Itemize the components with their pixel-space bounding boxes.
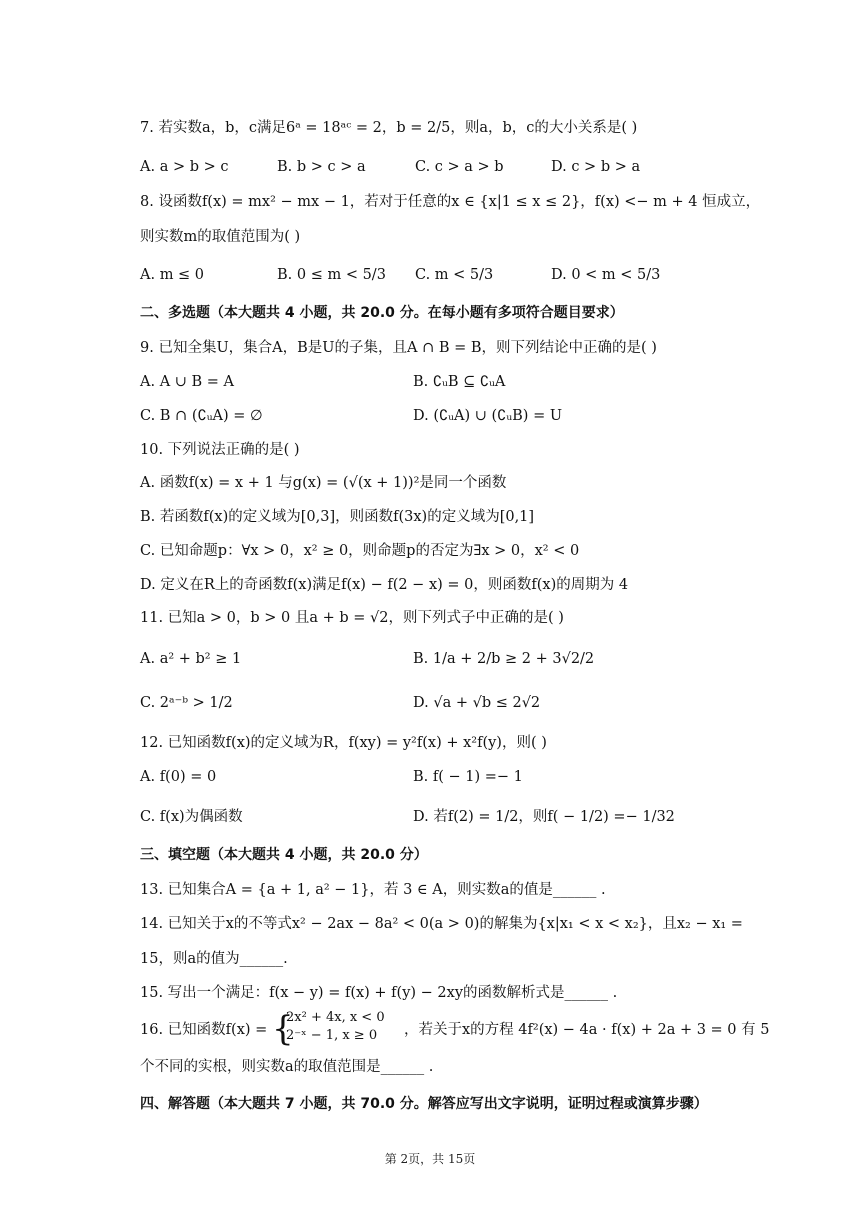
- question-10-stem: 10. 下列说法正确的是( ): [140, 442, 300, 458]
- piecewise-case-1: 2x² + 4x, x < 0: [286, 1010, 385, 1025]
- question-15: 15. 写出一个满足：f(x − y) = f(x) + f(y) − 2xy的函数解析式是______ .: [140, 985, 618, 1001]
- option-a: A. m ≤ 0: [140, 267, 205, 283]
- question-14-line2: 15，则a的值为______.: [140, 951, 288, 967]
- page-footer: 第 2页，共 15页: [384, 1152, 476, 1166]
- question-8-stem-line1: 8. 设函数f(x) = mx² − mx − 1，若对于任意的x ∈ {x|1 ≤ x ≤ 2}，f(x) <− m + 4 恒成立，: [140, 194, 761, 210]
- section-heading-multi-choice: 二、多选题（本大题共 4 小题，共 20.0 分。在每小题有多项符合题目要求）: [140, 305, 624, 321]
- option-c: C. B ∩ (∁ᵤA) = ∅: [140, 408, 263, 424]
- option-d: D. √a + √b ≤ 2√2: [413, 695, 541, 711]
- option-a: A. a > b > c: [140, 159, 229, 175]
- question-16-line1: [140, 1009, 770, 1049]
- option-b: B. 1/a + 2/b ≥ 2 + 3√2/2: [413, 651, 595, 667]
- option-d: D. c > b > a: [551, 159, 641, 175]
- option-b: B. b > c > a: [277, 159, 366, 175]
- question-12-stem: 12. 已知函数f(x)的定义域为R，f(xy) = y²f(x) + x²f(y)，则( ): [140, 735, 547, 751]
- option-c: C. m < 5/3: [415, 267, 494, 283]
- question-16-prefix: 16. 已知函数f(x) =: [140, 1022, 268, 1038]
- option-b: B. f( − 1) =− 1: [413, 769, 523, 785]
- option-b: B. ∁ᵤB ⊆ ∁ᵤA: [413, 374, 506, 390]
- question-7-stem: 7. 若实数a，b，c满足6ᵃ = 18ᵃᶜ = 2，b = 2/5，则a，b，c的大小关系是( ): [140, 120, 638, 136]
- question-10-option-b: B. 若函数f(x)的定义域为[0,3]，则函数f(3x)的定义域为[0,1]: [140, 509, 535, 525]
- question-10-option-a: A. 函数f(x) = x + 1 与g(x) = (√(x + 1))²是同一个函数: [140, 475, 507, 491]
- option-c: C. 2ᵃ⁻ᵇ > 1/2: [140, 695, 233, 711]
- question-16-suffix: ，若关于x的方程 4f²(x) − 4a · f(x) + 2a + 3 = 0 有 5: [404, 1022, 770, 1038]
- section-heading-fill-in: 三、填空题（本大题共 4 小题，共 20.0 分）: [140, 847, 428, 863]
- question-16-line2: 个不同的实根，则实数a的取值范围是______ .: [140, 1059, 434, 1075]
- option-d: D. 0 < m < 5/3: [551, 267, 661, 283]
- option-a: A. a² + b² ≥ 1: [140, 651, 242, 667]
- option-a: A. f(0) = 0: [140, 769, 217, 785]
- option-c: C. f(x)为偶函数: [140, 809, 243, 825]
- question-14-line1: 14. 已知关于x的不等式x² − 2ax − 8a² < 0(a > 0)的解集为{x|x₁ < x < x₂}，且x₂ − x₁ =: [140, 916, 743, 932]
- question-8-stem-line2: 则实数m的取值范围为( ): [140, 229, 301, 245]
- option-c: C. c > a > b: [415, 159, 504, 175]
- question-11-stem: 11. 已知a > 0，b > 0 且a + b = √2，则下列式子中正确的是( ): [140, 610, 564, 626]
- option-b: B. 0 ≤ m < 5/3: [277, 267, 386, 283]
- option-d: D. (∁ᵤA) ∪ (∁ᵤB) = U: [413, 408, 563, 424]
- piecewise-case-2: 2⁻ˣ − 1, x ≥ 0: [286, 1028, 378, 1043]
- option-d: D. 若f(2) = 1/2，则f( − 1/2) =− 1/32: [413, 809, 675, 825]
- question-9-stem: 9. 已知全集U，集合A，B是U的子集，且A ∩ B = B，则下列结论中正确的是( ): [140, 340, 657, 356]
- section-heading-answer: 四、解答题（本大题共 7 小题，共 70.0 分。解答应写出文字说明，证明过程或演算步骤）: [140, 1096, 708, 1112]
- brace-icon: {: [272, 1009, 294, 1049]
- question-13: 13. 已知集合A = {a + 1, a² − 1}，若 3 ∈ A，则实数a的值是______ .: [140, 882, 606, 898]
- question-10-option-d: D. 定义在R上的奇函数f(x)满足f(x) − f(2 − x) = 0，则函数f(x)的周期为 4: [140, 577, 629, 593]
- option-a: A. A ∪ B = A: [140, 374, 235, 390]
- question-10-option-c: C. 已知命题p：∀x > 0，x² ≥ 0，则命题p的否定为∃x > 0，x² < 0: [140, 543, 580, 559]
